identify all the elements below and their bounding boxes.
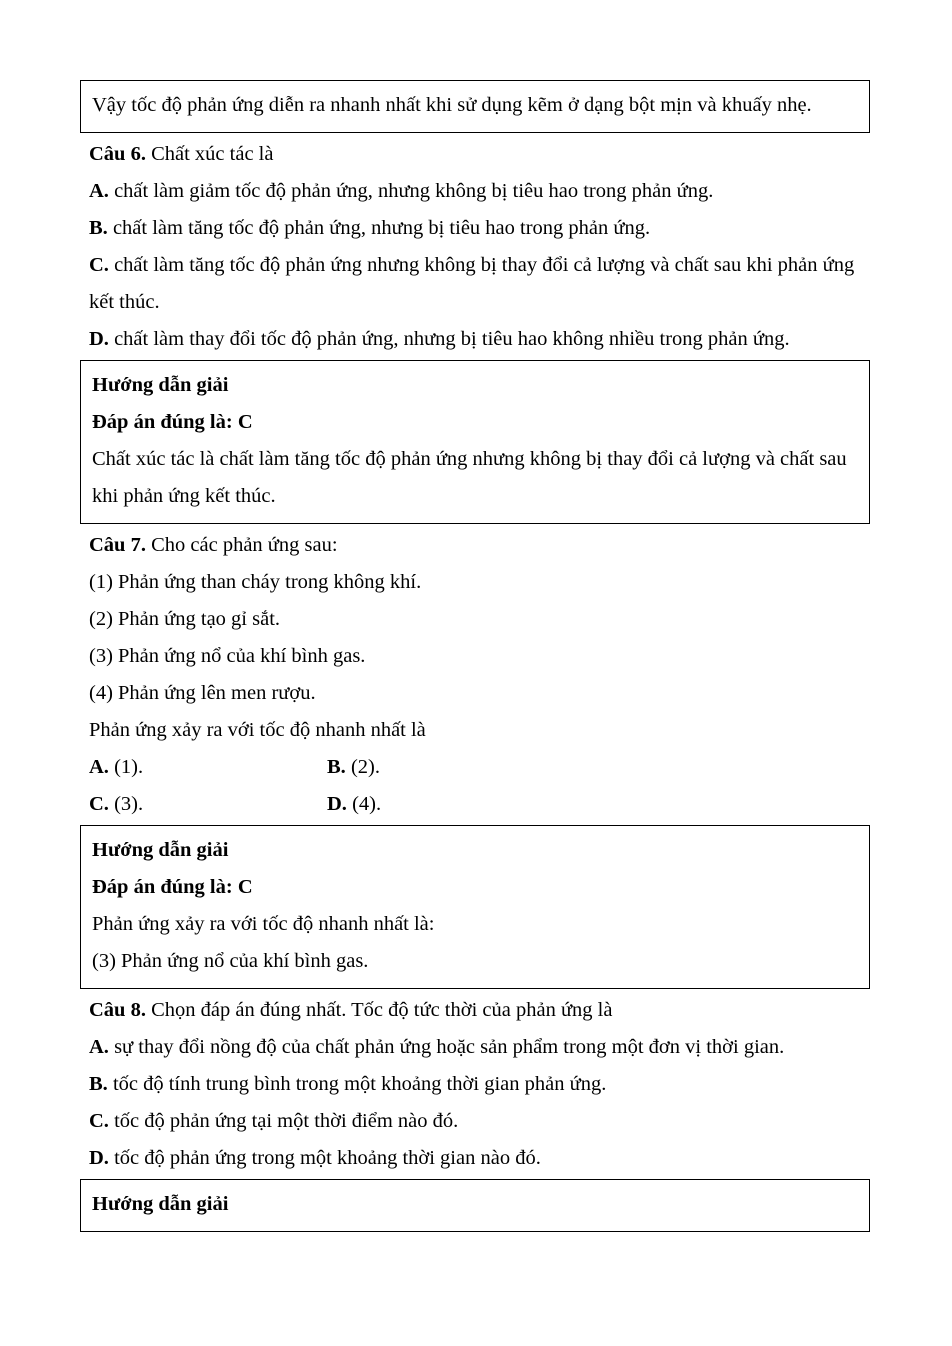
option-text-d: tốc độ phản ứng trong một khoảng thời gian nào đó.: [114, 1147, 541, 1169]
question-7-item-3: (3) Phản ứng nổ của khí bình gas.: [89, 645, 366, 667]
question-block-7: [80, 524, 870, 825]
solution-7-heading: Hướng dẫn giải: [92, 839, 229, 861]
solution-box-6: [80, 360, 870, 524]
option-letter-d: D.: [327, 793, 347, 815]
option-letter-c: C.: [89, 254, 109, 276]
question-block-8: [80, 989, 870, 1179]
option-text-d: chất làm thay đổi tốc độ phản ứng, nhưng bị tiêu hao không nhiều trong phản ứng.: [114, 328, 790, 350]
option-letter-b: B.: [327, 756, 346, 778]
question-block-6: [80, 133, 870, 360]
solution-7-explanation-line-1: Phản ứng xảy ra với tốc độ nhanh nhất là:: [92, 913, 435, 935]
solution-7-explanation-line-2: (3) Phản ứng nổ của khí bình gas.: [92, 950, 369, 972]
question-7-option-row-2: [89, 786, 870, 823]
option-letter-a: A.: [89, 1036, 109, 1058]
question-8-number: Câu 8.: [89, 999, 146, 1021]
question-7-prompt: [89, 527, 870, 564]
option-text-b: chất làm tăng tốc độ phản ứng, nhưng bị tiêu hao trong phản ứng.: [112, 217, 651, 239]
option-text-c: (3).: [114, 793, 144, 815]
question-7-item-1: (1) Phản ứng than cháy trong không khí.: [89, 571, 422, 593]
option-text-c: chất làm tăng tốc độ phản ứng nhưng không bị thay đổi cả lượng và chất sau khi phản ứng kết thúc.: [89, 254, 855, 313]
question-6-option-b[interactable]: [89, 210, 870, 247]
option-text-a: chất làm giảm tốc độ phản ứng, nhưng không bị tiêu hao trong phản ứng.: [114, 180, 714, 202]
solution-6-heading: Hướng dẫn giải: [92, 374, 229, 396]
option-text-c: tốc độ phản ứng tại một thời điểm nào đó.: [114, 1110, 459, 1132]
question-8-prompt-text: Chọn đáp án đúng nhất. Tốc độ tức thời của phản ứng là: [151, 999, 613, 1021]
question-6-option-a[interactable]: [89, 173, 870, 210]
question-7-option-row-1: [89, 749, 870, 786]
question-8-option-c[interactable]: [89, 1103, 870, 1140]
solution-7-answer: Đáp án đúng là: C: [92, 876, 253, 898]
solution-6-answer: Đáp án đúng là: C: [92, 411, 253, 433]
option-text-d: (4).: [352, 793, 382, 815]
question-6-option-c[interactable]: [89, 247, 870, 321]
question-7-sub-prompt: Phản ứng xảy ra với tốc độ nhanh nhất là: [89, 719, 426, 741]
question-7-number: Câu 7.: [89, 534, 146, 556]
option-text-b: tốc độ tính trung bình trong một khoảng thời gian phản ứng.: [112, 1073, 607, 1095]
document-content: [80, 80, 870, 1232]
solution-8-heading: Hướng dẫn giải: [92, 1193, 229, 1215]
question-6-prompt: [89, 136, 870, 173]
question-8-option-b[interactable]: [89, 1066, 870, 1103]
solution-box-7: [80, 825, 870, 989]
question-8-option-a[interactable]: [89, 1029, 870, 1066]
question-7-option-b[interactable]: [327, 749, 565, 786]
option-letter-a: A.: [89, 756, 109, 778]
option-letter-c: C.: [89, 793, 109, 815]
option-letter-d: D.: [89, 1147, 109, 1169]
question-6-prompt-text: Chất xúc tác là: [151, 143, 274, 165]
question-6-number: Câu 6.: [89, 143, 146, 165]
question-7-option-c[interactable]: [89, 786, 327, 823]
question-8-option-d[interactable]: [89, 1140, 870, 1177]
solution-box-8: [80, 1179, 870, 1232]
option-letter-c: C.: [89, 1110, 109, 1132]
option-text-a: sự thay đổi nồng độ của chất phản ứng hoặc sản phẩm trong một đơn vị thời gian.: [114, 1036, 785, 1058]
option-letter-a: A.: [89, 180, 109, 202]
option-letter-b: B.: [89, 1073, 108, 1095]
option-text-a: (1).: [114, 756, 144, 778]
intro-statement-text: Vậy tốc độ phản ứng diễn ra nhanh nhất khi sử dụng kẽm ở dạng bột mịn và khuấy nhẹ.: [92, 94, 812, 116]
question-7-item-2: (2) Phản ứng tạo gỉ sắt.: [89, 608, 281, 630]
option-text-b: (2).: [350, 756, 380, 778]
question-7-prompt-text: Cho các phản ứng sau:: [151, 534, 338, 556]
solution-6-explanation: Chất xúc tác là chất làm tăng tốc độ phản ứng nhưng không bị thay đổi cả lượng và chất sau khi phản ứng kết thúc.: [92, 448, 847, 507]
option-letter-b: B.: [89, 217, 108, 239]
option-letter-d: D.: [89, 328, 109, 350]
question-6-option-d[interactable]: [89, 321, 870, 358]
question-7-option-a[interactable]: [89, 749, 327, 786]
intro-statement-box: [80, 80, 870, 133]
question-8-prompt: [89, 992, 870, 1029]
question-7-option-d[interactable]: [327, 786, 565, 823]
question-7-item-4: (4) Phản ứng lên men rượu.: [89, 682, 316, 704]
